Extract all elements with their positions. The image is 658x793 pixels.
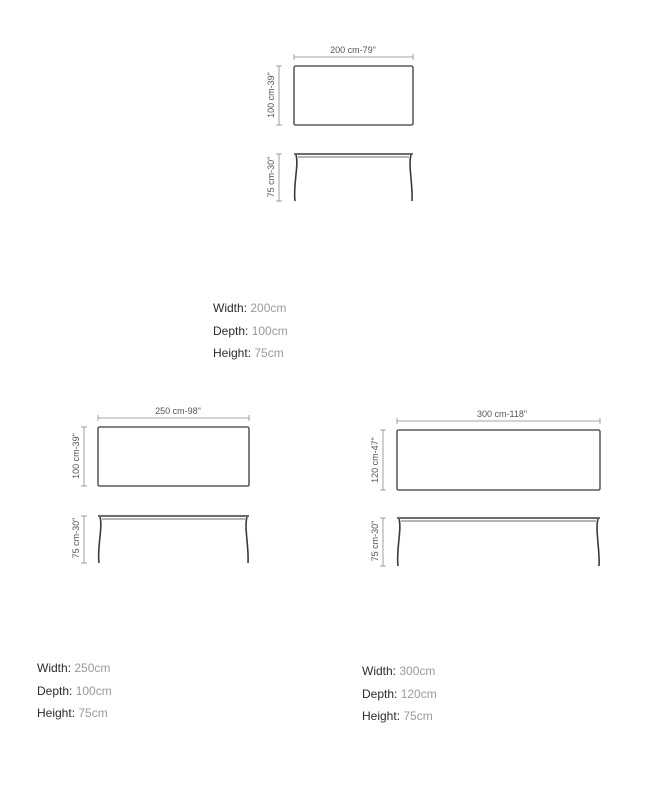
- height-dimension-label: 75 cm-30": [71, 517, 81, 559]
- spec-depth: Depth: 100cm: [37, 683, 112, 698]
- table-side-view: [397, 518, 600, 566]
- spec-width: Width: 200cm: [213, 301, 287, 315]
- height-dimension-label: 75 cm-30": [370, 520, 380, 562]
- height-dimension: [380, 518, 386, 566]
- depth-dimension-label: 100 cm-39": [266, 72, 276, 118]
- spec-width: Width: 300cm: [362, 664, 436, 678]
- spec-depth: Depth: 120cm: [362, 686, 437, 701]
- depth-dimension-label: 100 cm-39": [71, 433, 81, 479]
- spec-height: Height: 75cm: [213, 346, 284, 360]
- width-dimension-label: 200 cm-79": [330, 45, 376, 55]
- spec-height: Height: 75cm: [362, 709, 433, 723]
- table-top-view: [397, 430, 600, 490]
- spec-width: Width: 250cm: [37, 661, 111, 675]
- width-dimension-label: 250 cm-98": [155, 406, 201, 416]
- spec-list-300: [362, 660, 437, 728]
- spec-depth: Depth: 100cm: [213, 323, 288, 338]
- height-dimension-label: 75 cm-30": [266, 156, 276, 198]
- depth-dimension: [380, 430, 386, 490]
- depth-dimension-label: 120 cm-47": [370, 437, 380, 483]
- width-dimension-label: 300 cm-118": [476, 409, 528, 419]
- spec-height: Height: 75cm: [37, 706, 108, 720]
